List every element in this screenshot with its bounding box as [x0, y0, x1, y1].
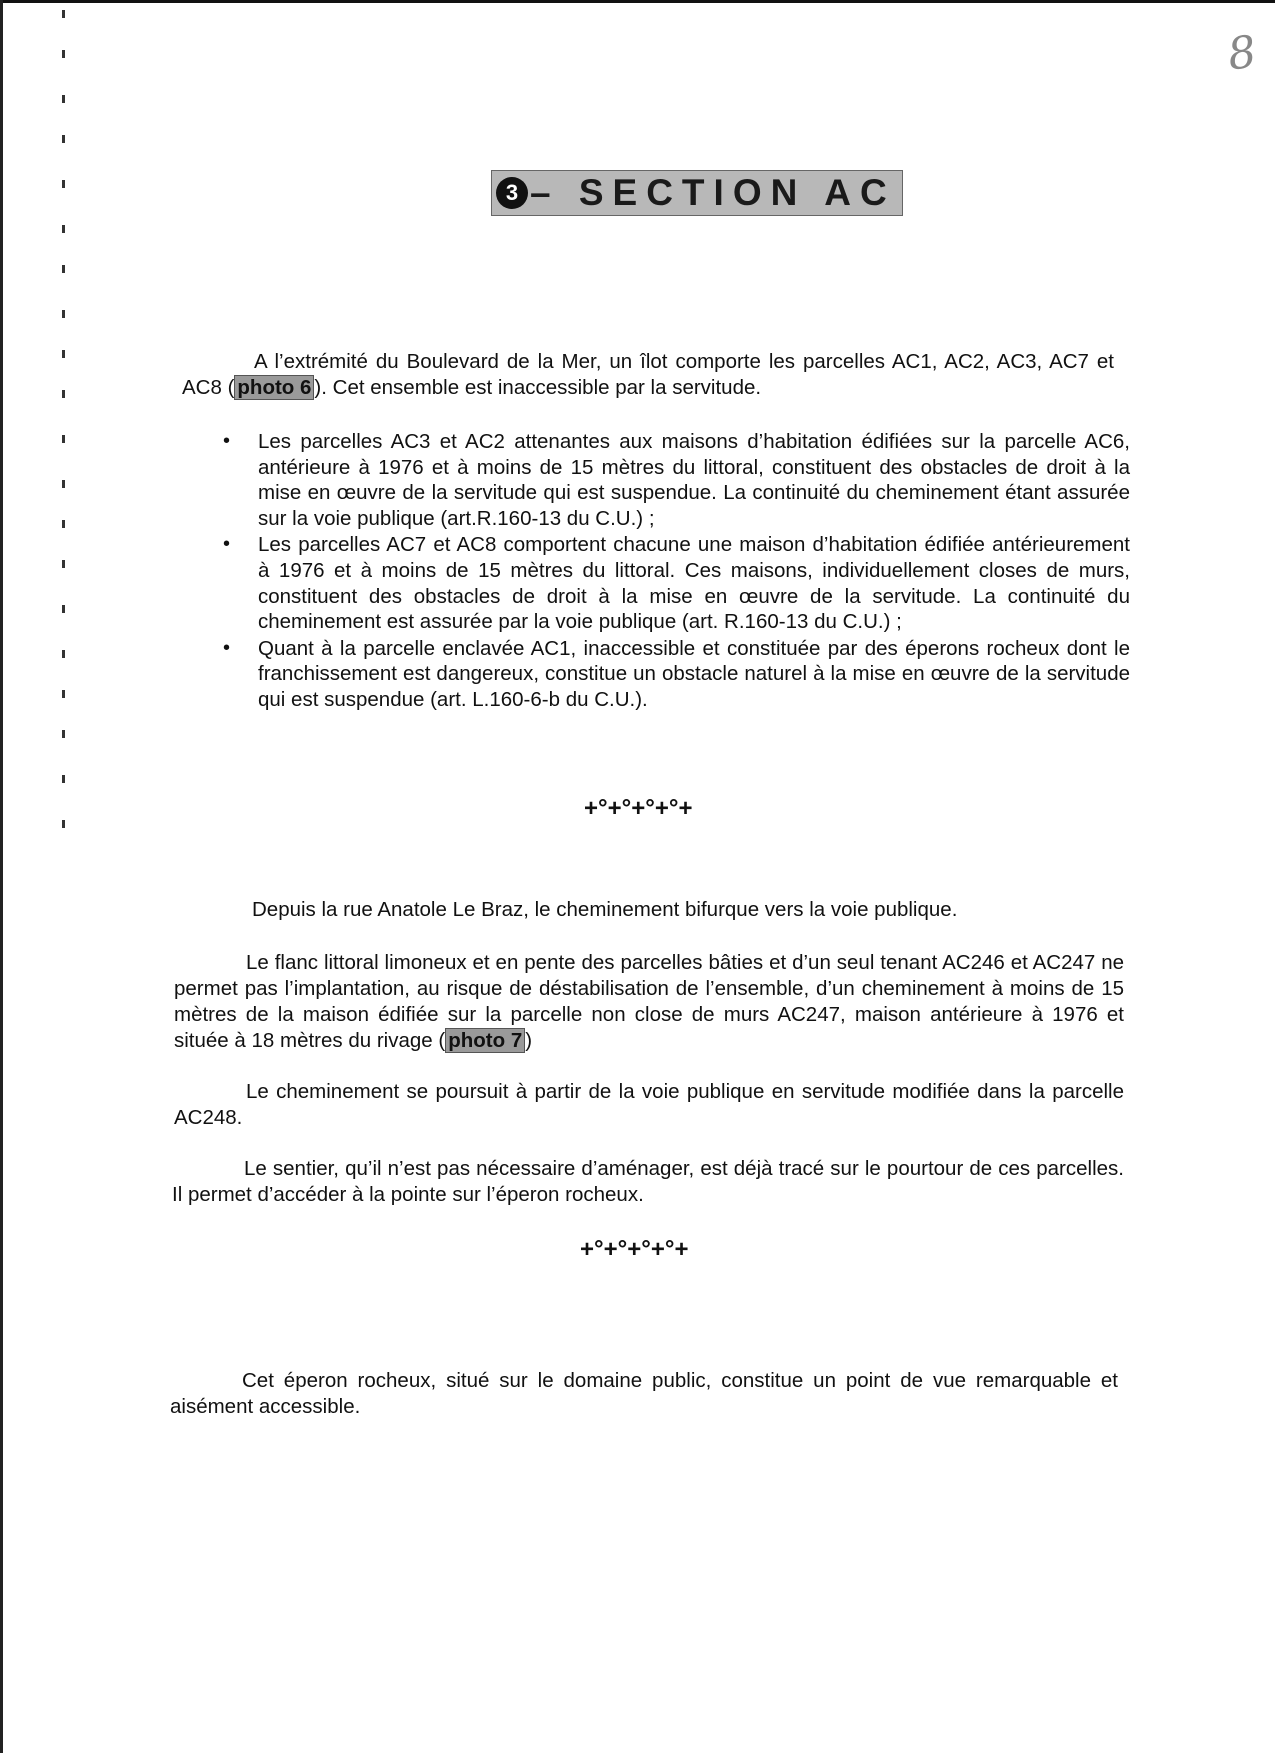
parcel-bullet-list — [223, 429, 1130, 714]
paragraph-3: Le cheminement se poursuit à partir de la voie publique en servitude modifiée dans la parcelle AC248. — [174, 1080, 1124, 1129]
intro-text-end: ). Cet ensemble est inaccessible par la servitude. — [314, 376, 762, 399]
paragraph-2 — [174, 950, 1124, 1054]
paragraph-2-text: Le flanc littoral limoneux et en pente des parcelles bâties et d’un seul tenant AC246 et AC247 ne permet pas l’implantation, au risque de déstabilisation de l’ensemble, d’un cheminement à moins de 15 mètres de la maison édifiée sur la parcelle non close de murs AC247, maison antérieure à 1976 et située à 18 mètres du rivage ( — [174, 951, 1124, 1052]
section-number-badge: 3 — [496, 177, 528, 209]
paragraph-2-end: ) — [525, 1029, 533, 1052]
paragraph-5: Cet éperon rocheux, situé sur le domaine public, constitue un point de vue remarquable et aisément accessible. — [170, 1369, 1118, 1418]
margin-tick-marks — [62, 10, 68, 860]
paragraph-4: Le sentier, qu’il n’est pas nécessaire d’aménager, est déjà tracé sur le pourtour de ces parcelles. Il permet d’accéder à la pointe sur l’éperon rocheux. — [172, 1157, 1124, 1206]
scan-edge-top — [0, 0, 1275, 3]
paragraph-1: Depuis la rue Anatole Le Braz, le cheminement bifurque vers la voie publique. — [252, 898, 958, 921]
list-item: • Les parcelles AC7 et AC8 comportent chacune une maison d’habitation édifiée antérieurement à 1976 et à moins de 15 mètres du littoral. Ces maisons, individuellement closes de murs, constituent des obstacles de droit à la mise en œuvre de la servitude. La continuité du cheminement est assurée par la voie publique (art. R.160-13 du C.U.) ; — [223, 533, 1130, 634]
photo-6-reference: photo 6 — [234, 375, 314, 400]
ornament-separator: +°+°+°+°+ — [584, 795, 693, 822]
intro-paragraph — [182, 349, 1114, 401]
handwritten-page-number: 8 — [1224, 26, 1260, 81]
section-title — [491, 170, 903, 216]
intro-text-start: A l’extrémité du Boulevard de la Mer, un îlot comporte les parcelles AC1, AC2, AC3, AC7 et AC8 ( — [182, 350, 1114, 399]
ornament-separator: +°+°+°+°+ — [580, 1236, 689, 1263]
list-item: • Les parcelles AC3 et AC2 attenantes aux maisons d’habitation édifiées sur la parcelle AC6, antérieure à 1976 et à moins de 15 mètres du littoral, constituent des obstacles de droit à la mise en œuvre de la servitude qui est suspendue. La continuité du cheminement étant assurée sur la voie publique (art.R.160-13 du C.U.) ; — [223, 430, 1130, 530]
bullet-text: Quant à la parcelle enclavée AC1, inaccessible et constituée par des éperons rocheux dont le franchissement est dangereux, constitue un obstacle naturel à la mise en œuvre de la servitude qui est suspendue (art. L.160-6-b du C.U.). — [258, 636, 1130, 711]
bullet-text: Les parcelles AC3 et AC2 attenantes aux maisons d’habitation édifiées sur la parcelle AC6, antérieure à 1976 et à moins de 15 mètres du littoral, constituent des obstacles de droit à la mise en œuvre de la servitude qui est suspendue. La continuité du cheminement étant assurée sur la voie publique (art.R.160-13 du C.U.) ; — [258, 430, 1130, 530]
bullet-text: Les parcelles AC7 et AC8 comportent chacune une maison d’habitation édifiée antérieurement à 1976 et à moins de 15 mètres du littoral. Ces maisons, individuellement closes de murs, constituent des obstacles de droit à la mise en œuvre de la servitude. La continuité du cheminement est assurée par la voie publique (art. R.160-13 du C.U.) ; — [258, 533, 1130, 634]
photo-7-reference: photo 7 — [445, 1028, 525, 1053]
scan-edge-left — [0, 0, 3, 1753]
list-item: • Quant à la parcelle enclavée AC1, inaccessible et constituée par des éperons rocheux dont le franchissement est dangereux, constitue un obstacle naturel à la mise en œuvre de la servitude qui est suspendue (art. L.160-6-b du C.U.). — [223, 636, 1130, 711]
section-title-text: – SECTION AC — [530, 172, 896, 213]
